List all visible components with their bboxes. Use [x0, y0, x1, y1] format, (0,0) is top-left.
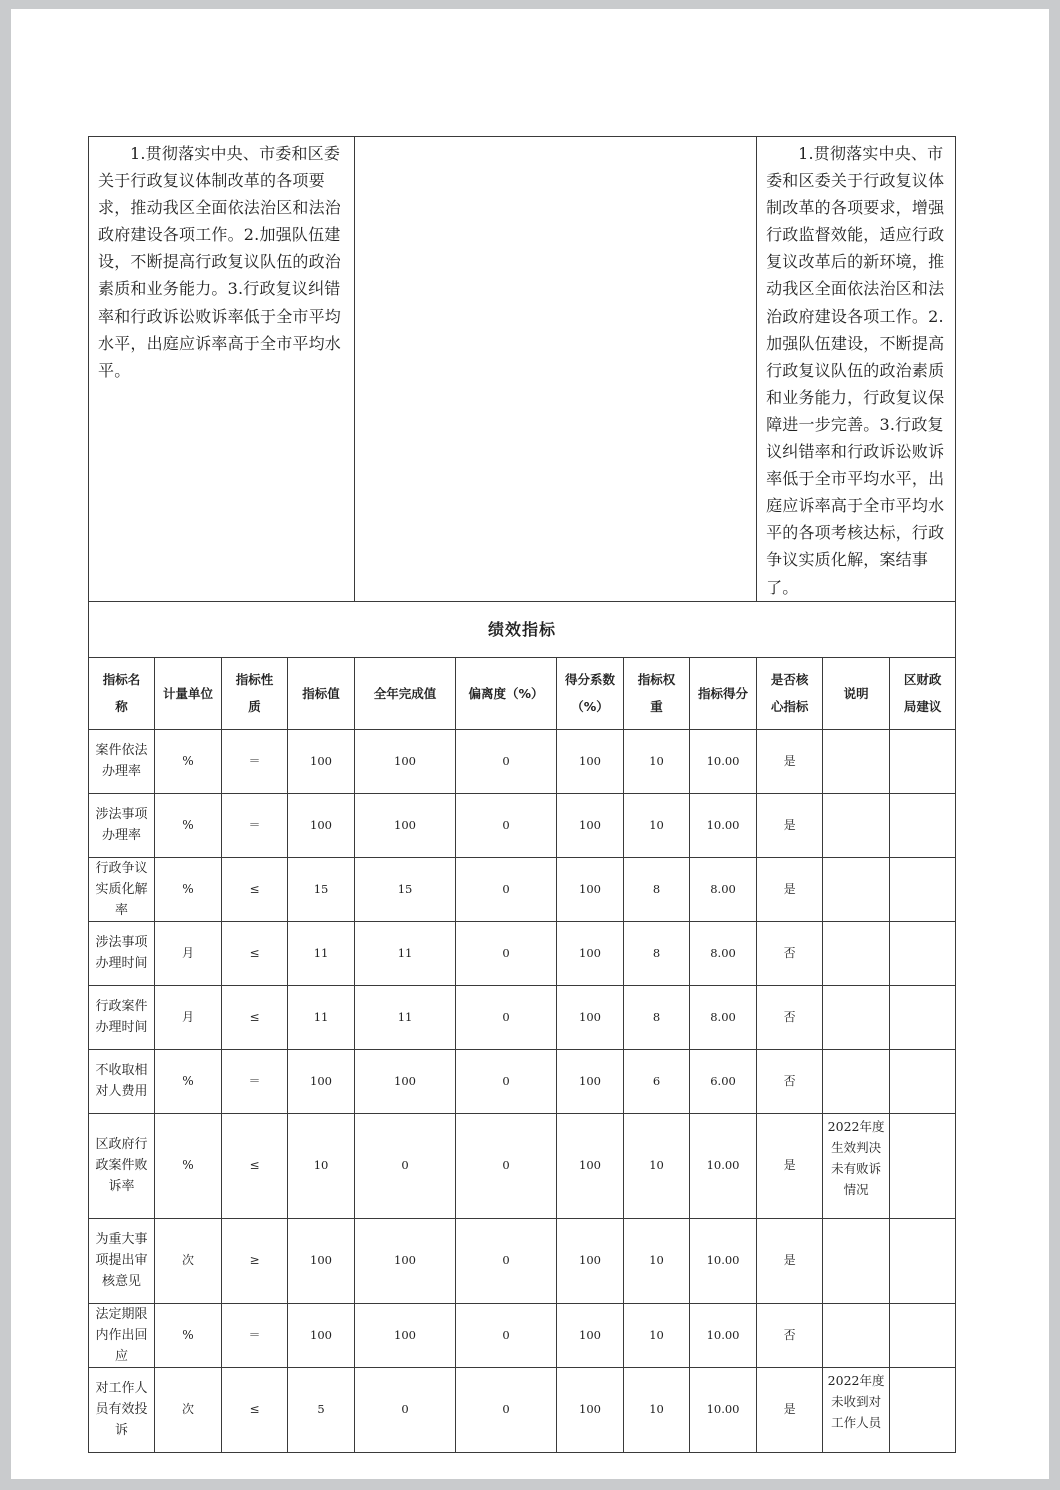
indicator-name: 区政府行政案件败诉率	[89, 1113, 155, 1218]
header-cell: 说明	[823, 657, 890, 729]
weight-cell: 10	[624, 1218, 690, 1303]
unit-cell: 次	[155, 1367, 222, 1452]
target-value: 5	[288, 1367, 355, 1452]
coef-cell: 100	[557, 921, 624, 985]
table-row	[89, 1218, 956, 1303]
score-cell: 10.00	[690, 1113, 757, 1218]
note-cell	[823, 921, 890, 985]
table-row	[89, 729, 956, 793]
actual-value: 11	[355, 985, 456, 1049]
coef-cell: 100	[557, 793, 624, 857]
deviation-cell: 0	[456, 793, 557, 857]
indicator-name: 法定期限内作出回应	[89, 1303, 155, 1367]
table-row	[89, 1367, 956, 1452]
header-cell: 指标名称	[89, 657, 155, 729]
score-cell: 10.00	[690, 1367, 757, 1452]
core-flag: 是	[757, 1367, 823, 1452]
target-value: 100	[288, 729, 355, 793]
header-cell: 偏离度（%）	[456, 657, 557, 729]
score-cell: 8.00	[690, 985, 757, 1049]
header-row	[89, 657, 956, 729]
note-cell: 2022年度生效判决未有败诉情况	[823, 1113, 890, 1218]
goals-row	[89, 137, 956, 602]
unit-cell: 月	[155, 921, 222, 985]
note-cell	[823, 1218, 890, 1303]
deviation-cell: 0	[456, 1303, 557, 1367]
deviation-cell: 0	[456, 1049, 557, 1113]
note-cell	[823, 1049, 890, 1113]
core-flag: 是	[757, 793, 823, 857]
core-flag: 是	[757, 857, 823, 921]
nature-cell: ＝	[222, 1049, 288, 1113]
actual-value: 15	[355, 857, 456, 921]
table-row	[89, 793, 956, 857]
deviation-cell: 0	[456, 857, 557, 921]
target-value: 100	[288, 793, 355, 857]
advice-cell	[890, 857, 956, 921]
advice-cell	[890, 921, 956, 985]
indicator-name: 案件依法办理率	[89, 729, 155, 793]
header-cell: 区财政局建议	[890, 657, 956, 729]
score-cell: 10.00	[690, 729, 757, 793]
nature-cell: ≥	[222, 1218, 288, 1303]
note-cell	[823, 985, 890, 1049]
advice-cell	[890, 1303, 956, 1367]
document-page	[11, 9, 1049, 1479]
header-cell: 指标得分	[690, 657, 757, 729]
section-title-row	[89, 601, 956, 657]
nature-cell: ≤	[222, 857, 288, 921]
advice-cell	[890, 1113, 956, 1218]
core-flag: 是	[757, 1113, 823, 1218]
score-cell: 10.00	[690, 793, 757, 857]
table-row	[89, 985, 956, 1049]
target-value: 11	[288, 985, 355, 1049]
core-flag: 是	[757, 729, 823, 793]
indicator-name: 不收取相对人费用	[89, 1049, 155, 1113]
deviation-cell: 0	[456, 985, 557, 1049]
indicator-name: 对工作人员有效投诉	[89, 1367, 155, 1452]
deviation-cell: 0	[456, 921, 557, 985]
unit-cell: 次	[155, 1218, 222, 1303]
weight-cell: 10	[624, 793, 690, 857]
actual-value: 100	[355, 1218, 456, 1303]
core-flag: 否	[757, 985, 823, 1049]
nature-cell: ＝	[222, 1303, 288, 1367]
actual-value: 0	[355, 1367, 456, 1452]
weight-cell: 8	[624, 857, 690, 921]
deviation-cell: 0	[456, 1218, 557, 1303]
table-row	[89, 1303, 956, 1367]
performance-table	[88, 136, 956, 1453]
table-row	[89, 921, 956, 985]
section-title: 绩效指标	[89, 601, 956, 657]
note-cell: 2022年度未收到对工作人员	[823, 1367, 890, 1452]
indicator-name: 行政争议实质化解率	[89, 857, 155, 921]
goal-text-2	[355, 137, 757, 602]
nature-cell: ≤	[222, 985, 288, 1049]
weight-cell: 8	[624, 921, 690, 985]
unit-cell: %	[155, 1113, 222, 1218]
actual-value: 100	[355, 1049, 456, 1113]
score-cell: 10.00	[690, 1218, 757, 1303]
table-row	[89, 857, 956, 921]
header-cell: 计量单位	[155, 657, 222, 729]
actual-value: 0	[355, 1113, 456, 1218]
target-value: 10	[288, 1113, 355, 1218]
header-cell: 全年完成值	[355, 657, 456, 729]
core-flag: 否	[757, 921, 823, 985]
header-cell: 指标权重	[624, 657, 690, 729]
coef-cell: 100	[557, 985, 624, 1049]
score-cell: 10.00	[690, 1303, 757, 1367]
advice-cell	[890, 729, 956, 793]
weight-cell: 10	[624, 1367, 690, 1452]
unit-cell: %	[155, 729, 222, 793]
coef-cell: 100	[557, 1113, 624, 1218]
indicator-name: 行政案件办理时间	[89, 985, 155, 1049]
coef-cell: 100	[557, 857, 624, 921]
header-cell: 是否核心指标	[757, 657, 823, 729]
nature-cell: ＝	[222, 729, 288, 793]
data-rows	[89, 729, 956, 1452]
advice-cell	[890, 1218, 956, 1303]
advice-cell	[890, 1049, 956, 1113]
target-value: 100	[288, 1049, 355, 1113]
deviation-cell: 0	[456, 729, 557, 793]
unit-cell: %	[155, 857, 222, 921]
coef-cell: 100	[557, 729, 624, 793]
table-row	[89, 1049, 956, 1113]
coef-cell: 100	[557, 1303, 624, 1367]
nature-cell: ≤	[222, 921, 288, 985]
nature-cell: ＝	[222, 793, 288, 857]
note-cell	[823, 793, 890, 857]
actual-value: 100	[355, 729, 456, 793]
advice-cell	[890, 793, 956, 857]
nature-cell: ≤	[222, 1113, 288, 1218]
coef-cell: 100	[557, 1367, 624, 1452]
advice-cell	[890, 985, 956, 1049]
target-value: 15	[288, 857, 355, 921]
advice-cell	[890, 1367, 956, 1452]
weight-cell: 10	[624, 1303, 690, 1367]
score-cell: 6.00	[690, 1049, 757, 1113]
header-cell: 指标值	[288, 657, 355, 729]
score-cell: 8.00	[690, 921, 757, 985]
weight-cell: 10	[624, 1113, 690, 1218]
indicator-name: 涉法事项办理率	[89, 793, 155, 857]
target-value: 100	[288, 1218, 355, 1303]
actual-value: 100	[355, 793, 456, 857]
actual-value: 11	[355, 921, 456, 985]
note-cell	[823, 1303, 890, 1367]
note-cell	[823, 729, 890, 793]
table-row	[89, 1113, 956, 1218]
unit-cell: %	[155, 793, 222, 857]
header-cell: 得分系数（%）	[557, 657, 624, 729]
score-cell: 8.00	[690, 857, 757, 921]
target-value: 100	[288, 1303, 355, 1367]
goal-text-3: 1.贯彻落实中央、市委和区委关于行政复议体制改革的各项要求，增强行政监督效能，适应行政复议改革后的新环境，推动我区全面依法治区和法治政府建设各项工作。2.加强队伍建设，不断提高行政复议队伍的政治素质和业务能力，行政复议保障进一步完善。3.行政复议纠错率和行政诉讼败诉率低于全市平均水平，出庭应诉率高于全市平均水平的各项考核达标，行政争议实质化解，案结事了。	[757, 137, 956, 602]
header-cell: 指标性质	[222, 657, 288, 729]
unit-cell: %	[155, 1303, 222, 1367]
coef-cell: 100	[557, 1049, 624, 1113]
coef-cell: 100	[557, 1218, 624, 1303]
unit-cell: 月	[155, 985, 222, 1049]
core-flag: 否	[757, 1049, 823, 1113]
note-cell	[823, 857, 890, 921]
goal-text-1: 1.贯彻落实中央、市委和区委关于行政复议体制改革的各项要求，推动我区全面依法治区和法治政府建设各项工作。2.加强队伍建设，不断提高行政复议队伍的政治素质和业务能力。3.行政复议纠错率和行政诉讼败诉率低于全市平均水平，出庭应诉率高于全市平均水平。	[89, 137, 355, 602]
weight-cell: 8	[624, 985, 690, 1049]
weight-cell: 10	[624, 729, 690, 793]
unit-cell: %	[155, 1049, 222, 1113]
actual-value: 100	[355, 1303, 456, 1367]
core-flag: 否	[757, 1303, 823, 1367]
deviation-cell: 0	[456, 1113, 557, 1218]
core-flag: 是	[757, 1218, 823, 1303]
weight-cell: 6	[624, 1049, 690, 1113]
target-value: 11	[288, 921, 355, 985]
deviation-cell: 0	[456, 1367, 557, 1452]
indicator-name: 涉法事项办理时间	[89, 921, 155, 985]
indicator-name: 为重大事项提出审核意见	[89, 1218, 155, 1303]
nature-cell: ≤	[222, 1367, 288, 1452]
